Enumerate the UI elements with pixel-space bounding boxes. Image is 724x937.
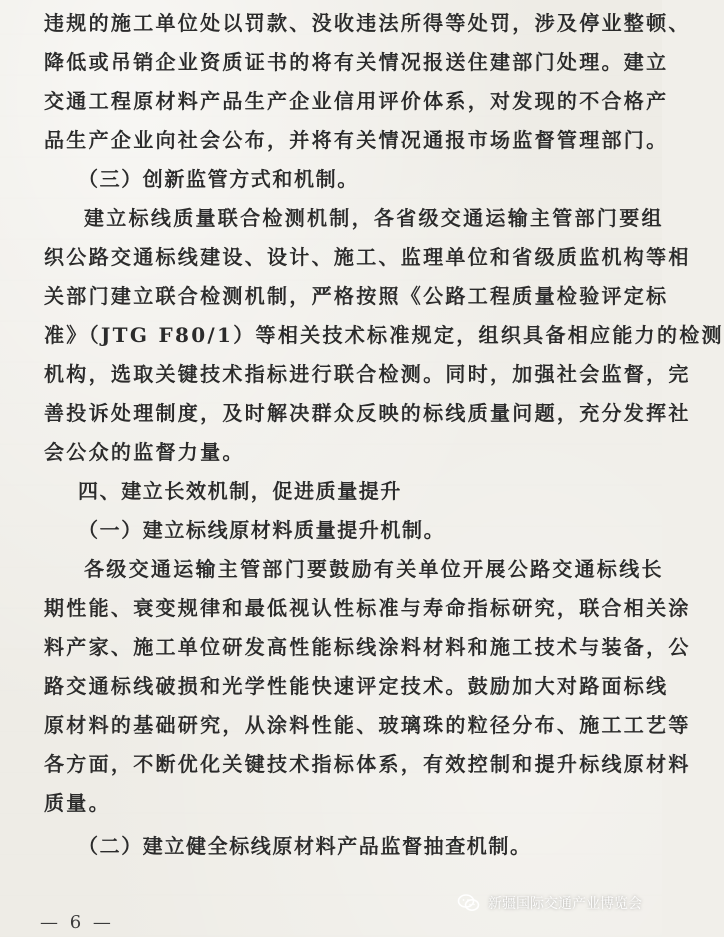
paragraph-line: 关部门建立联合检测机制，严格按照《公路工程质量检验评定标 bbox=[44, 284, 669, 308]
paragraph-line: 各方面，不断优化关键技术指标体系，有效控制和提升标线原材料 bbox=[44, 752, 691, 776]
wechat-icon bbox=[458, 894, 480, 912]
paragraph-line: 降低或吊销企业资质证书的将有关情况报送住建部门处理。建立 bbox=[44, 50, 669, 74]
paragraph-line: 期性能、衰变规律和最低视认性标准与寿命指标研究，联合相关涂 bbox=[44, 596, 691, 620]
paragraph-line: 织公路交通标线建设、设计、施工、监理单位和省级质监机构等相 bbox=[44, 245, 691, 269]
paragraph-line: 质量。 bbox=[44, 791, 111, 815]
paragraph-line: 违规的施工单位处以罚款、没收违法所得等处罚，涉及停业整顿、 bbox=[44, 11, 691, 35]
section-heading: 四、建立长效机制，促进质量提升 bbox=[78, 479, 402, 503]
paragraph-line: 会公众的监督力量。 bbox=[44, 440, 245, 464]
paragraph-line: 准》（JTG F80/1）等相关技术标准规定，组织具备相应能力的检测 bbox=[44, 323, 724, 347]
paragraph-first-line: 各级交通运输主管部门要鼓励有关单位开展公路交通标线长 bbox=[84, 557, 664, 581]
subsection-heading: （一）建立标线原材料质量提升机制。 bbox=[78, 518, 446, 542]
subsection-heading: （三）创新监管方式和机制。 bbox=[78, 167, 359, 191]
paragraph-line: 交通工程原材料产品生产企业信用评价体系，对发现的不合格产 bbox=[44, 89, 669, 113]
page-number: — 6 — bbox=[40, 912, 114, 933]
paragraph-line: 品生产企业向社会公布，并将有关情况通报市场监督管理部门。 bbox=[44, 128, 669, 152]
paragraph-line: 善投诉处理制度，及时解决群众反映的标线质量问题，充分发挥社 bbox=[44, 401, 691, 425]
watermark-text: 新疆国际交通产业博览会 bbox=[488, 896, 642, 912]
paragraph-line: 料产家、施工单位研发高性能标线涂料材料和施工技术与装备，公 bbox=[44, 635, 691, 659]
paragraph-first-line: 建立标线质量联合检测机制，各省级交通运输主管部门要组 bbox=[84, 206, 664, 230]
document-body bbox=[44, 4, 724, 866]
paragraph-line: 机构，选取关键技术指标进行联合检测。同时，加强社会监督，完 bbox=[44, 362, 691, 386]
subsection-heading: （二）建立健全标线原材料产品监督抽查机制。 bbox=[78, 834, 532, 858]
watermark bbox=[458, 893, 642, 913]
paragraph-line: 路交通标线破损和光学性能快速评定技术。鼓励加大对路面标线 bbox=[44, 674, 669, 698]
paragraph-line: 原材料的基础研究，从涂料性能、玻璃珠的粒径分布、施工工艺等 bbox=[44, 713, 691, 737]
